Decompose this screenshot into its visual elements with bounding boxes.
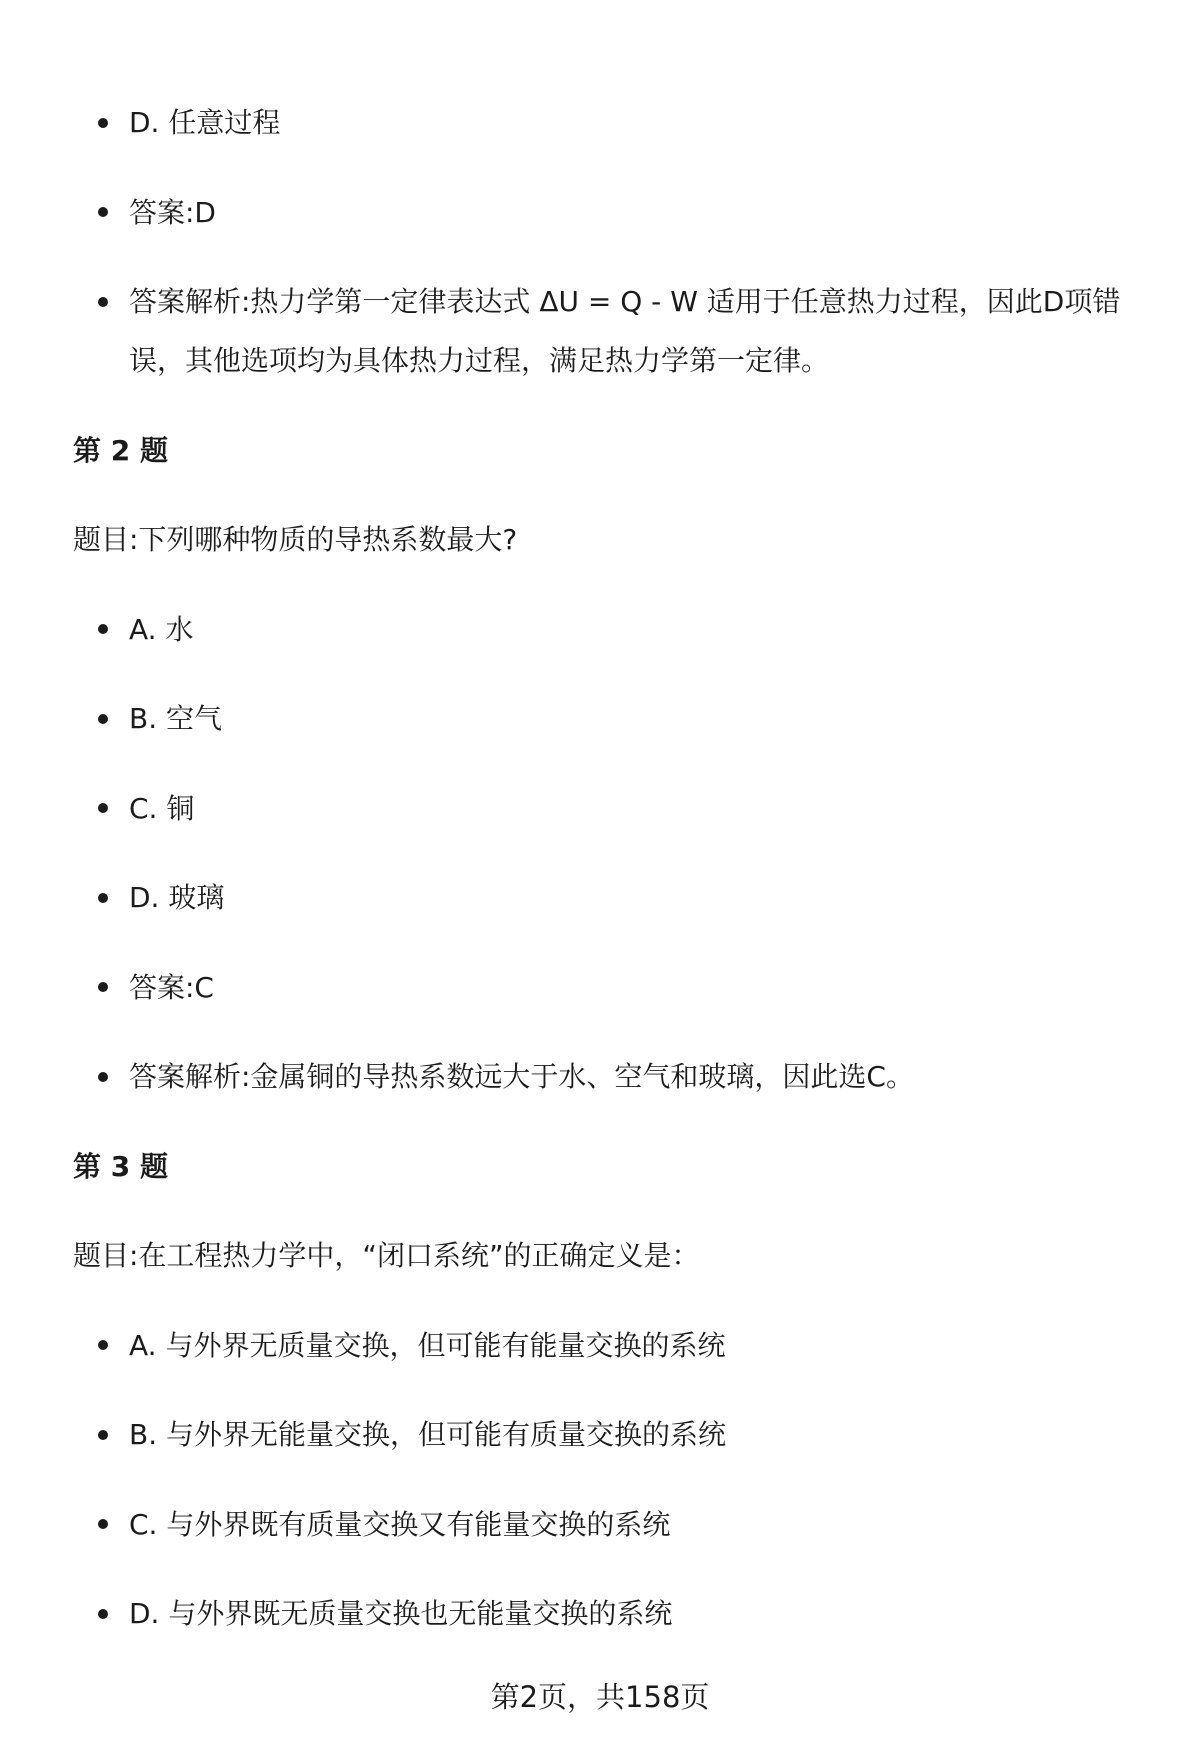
bullet-icon [98,893,108,903]
answer-text: 答案:C [129,970,214,1004]
bullet-icon [98,1072,108,1082]
option-item [73,1316,1150,1375]
answer-item [73,183,1150,242]
answer-text: 答案:D [129,195,216,229]
option-item [73,600,1150,659]
bullet-icon [98,982,108,992]
option-text: A. 水 [129,612,194,646]
question-prompt: 题目:下列哪种物质的导热系数最大? [73,523,518,556]
bullet-icon [98,624,108,634]
option-item [73,1405,1150,1464]
answer-item [73,958,1150,1017]
explanation-text: 答案解析:热力学第一定律表达式 ΔU = Q - W 适用于任意热力过程，因此D项错误，其他选项均为具体热力过程，满足热力学第一定律。 [129,285,1121,377]
bullet-icon [98,118,108,128]
option-text: D. 任意过程 [129,106,281,139]
option-text: D. 玻璃 [129,881,225,914]
explanation-item [73,272,1150,390]
question-heading: 第 3 题 [73,1149,168,1183]
document-body [73,93,1150,1674]
explanation-text: 答案解析:金属铜的导热系数远大于水、空气和玻璃，因此选C。 [129,1060,914,1093]
option-text: B. 与外界无能量交换，但可能有质量交换的系统 [129,1418,727,1451]
option-item [73,1584,1150,1643]
bullet-icon [98,1609,108,1619]
question-prompt: 题目:在工程热力学中，“闭口系统”的正确定义是： [73,1239,700,1272]
bullet-icon [98,297,108,307]
option-text: C. 铜 [129,791,195,825]
bullet-icon [98,1340,108,1350]
option-item [73,1495,1150,1554]
bullet-icon [98,1519,108,1529]
bullet-icon [98,803,108,813]
option-text: A. 与外界无质量交换，但可能有能量交换的系统 [129,1328,726,1362]
option-item [73,868,1150,927]
page-footer: 第2页，共158页 [490,1680,710,1714]
bullet-icon [98,1430,108,1440]
option-text: B. 空气 [129,702,223,735]
bullet-icon [98,714,108,724]
option-item [73,93,1150,152]
bullet-icon [98,207,108,217]
question-heading: 第 2 题 [73,433,168,467]
option-item [73,779,1150,838]
option-text: C. 与外界既有质量交换又有能量交换的系统 [129,1507,671,1541]
option-item [73,689,1150,748]
explanation-item [73,1047,1150,1106]
option-text: D. 与外界既无质量交换也无能量交换的系统 [129,1597,673,1630]
